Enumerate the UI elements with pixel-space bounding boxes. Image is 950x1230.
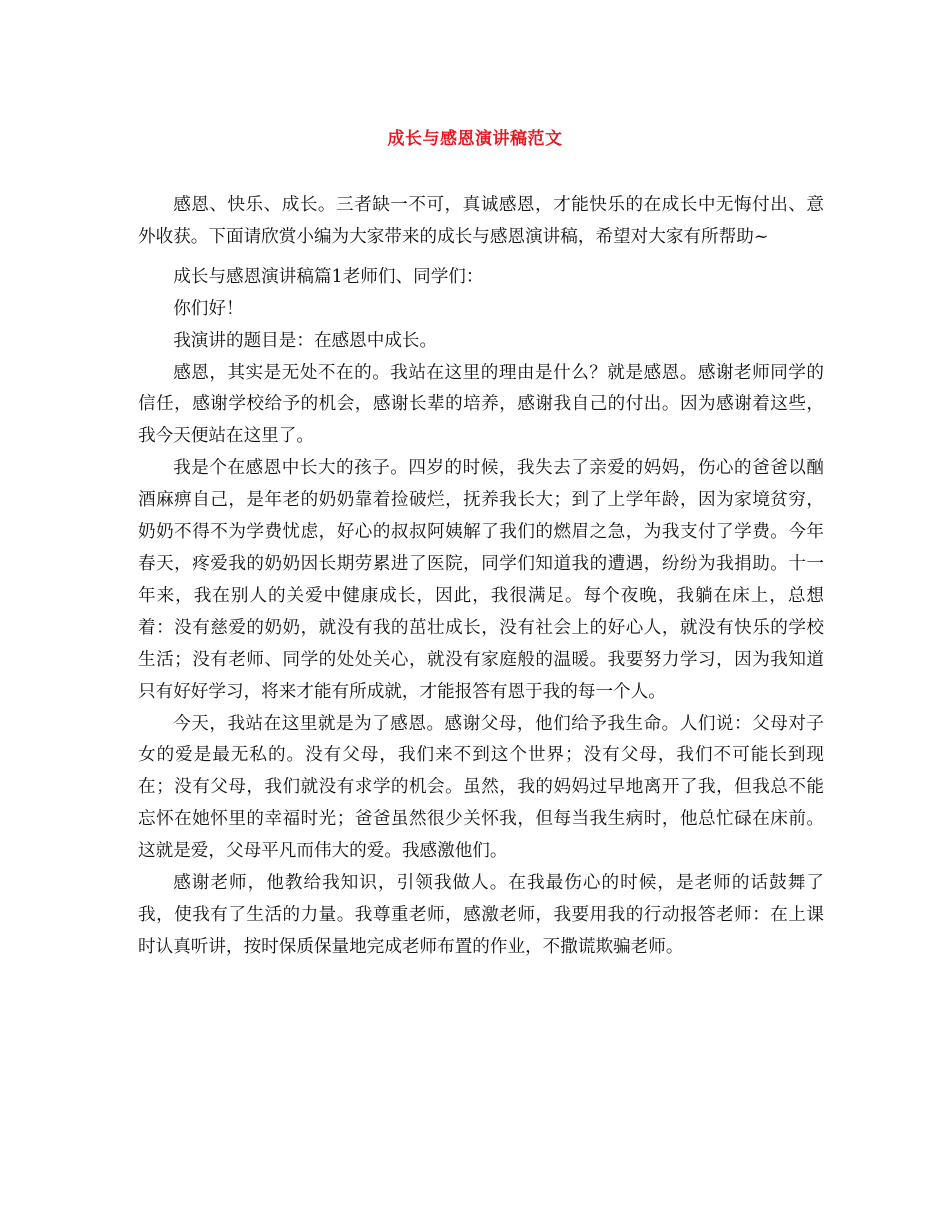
- greeting-paragraph: 你们好！: [173, 298, 244, 319]
- document-title: 成长与感恩演讲稿范文: [387, 129, 563, 149]
- body-paragraph: 感谢老师，他教给我知识，引领我做人。在我最伤心的时候，是老师的话鼓舞了我，使我有了生活的力量。我尊重老师，感激老师，我要用我的行动报答老师：在上课时认真听讲，按时保质保量地完成老师布置的作业，不撒谎欺骗老师。: [138, 873, 824, 957]
- topic-paragraph: 我演讲的题目是：在感恩中成长。: [173, 330, 438, 351]
- body-paragraph: 我是个在感恩中长大的孩子。四岁的时候，我失去了亲爱的妈妈，伤心的爸爸以酗酒麻痹自己，是年老的奶奶靠着捡破烂，抚养我长大；到了上学年龄，因为家境贫穷，奶奶不得不为学费忧虑，好心的叔叔阿姨解了我们的燃眉之急，为我支付了学费。今年春天，疼爱我的奶奶因长期劳累进了医院，同学们知道我的遭遇，纷纷为我捐助。十一年来，我在别人的关爱中健康成长，因此，我很满足。每个夜晚，我躺在床上，总想着：没有慈爱的奶奶，就没有我的茁壮成长，没有社会上的好心人，就没有快乐的学校生活；没有老师、同学的处处关心，就没有家庭般的温暖。我要努力学习，因为我知道只有好好学习，将来才能有所成就，才能报答有恩于我的每一个人。: [138, 458, 824, 702]
- section-heading-paragraph: 成长与感恩演讲稿篇1老师们、同学们：: [173, 266, 484, 287]
- body-paragraph: 今天，我站在这里就是为了感恩。感谢父母，他们给予我生命。人们说：父母对子女的爱是最无私的。没有父母，我们来不到这个世界；没有父母，我们不可能长到现在；没有父母，我们就没有求学的机会。虽然，我的妈妈过早地离开了我，但我总不能忘怀在她怀里的幸福时光；爸爸虽然很少关怀我，但每当我生病时，他总忙碌在床前。这就是爱，父母平凡而伟大的爱。我感激他们。: [138, 713, 824, 862]
- intro-paragraph: 感恩、快乐、成长。三者缺一不可，真诚感恩，才能快乐的在成长中无悔付出、意外收获。下面请欣赏小编为大家带来的成长与感恩演讲稿，希望对大家有所帮助~: [138, 195, 824, 247]
- document-body: [138, 190, 824, 964]
- body-paragraph: 感恩，其实是无处不在的。我站在这里的理由是什么？就是感恩。感谢老师同学的信任，感谢学校给予的机会，感谢长辈的培养，感谢我自己的付出。因为感谢着这些，我今天便站在这里了。: [138, 362, 824, 447]
